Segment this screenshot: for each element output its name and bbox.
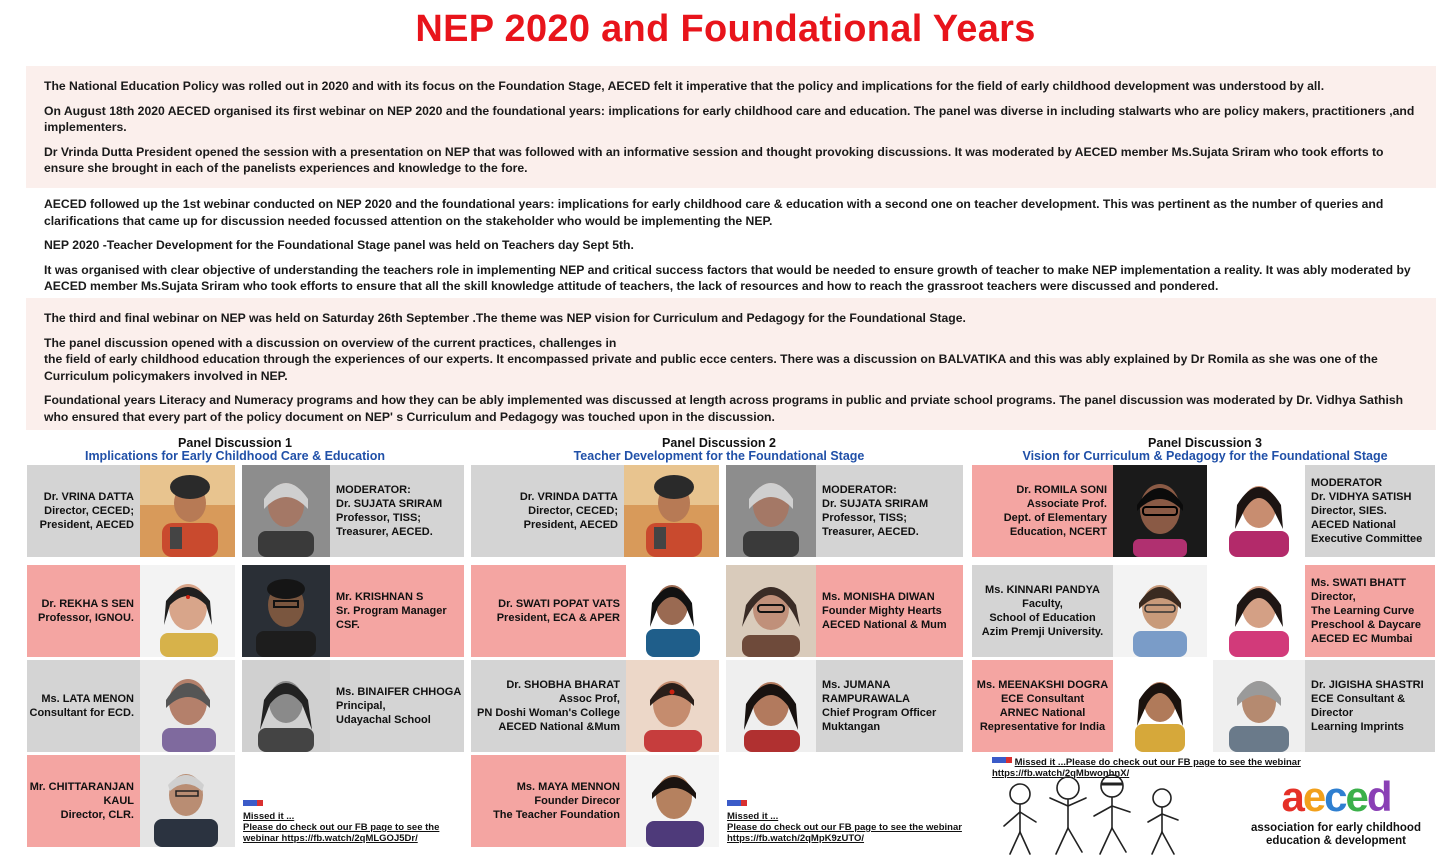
panel-2-heading: [484, 437, 954, 463]
speaker-info: [330, 565, 464, 657]
fb-link-note[interactable]: [727, 800, 963, 844]
speaker-photo: [626, 660, 719, 752]
speaker-name: Ms. MEENAKSHI DOGRA: [976, 679, 1109, 691]
speaker-card: [1213, 660, 1435, 752]
speaker-card: [27, 755, 235, 847]
paragraph: [44, 335, 1418, 385]
speaker-name: Dr. VRINDA DATTA: [519, 491, 618, 503]
speaker-role: Director: [1311, 707, 1354, 719]
speaker-card: [972, 465, 1207, 557]
speaker-info: [471, 565, 626, 657]
speaker-photo: [242, 565, 330, 657]
speaker-role: Associate Prof.: [1026, 498, 1107, 510]
speaker-name: Dr. SHOBHA BHARAT: [506, 679, 620, 691]
speaker-role: Principal,: [336, 700, 386, 712]
speaker-name: RAMPURAWALA: [822, 693, 910, 705]
paragraph-line: the field of early childhood education through the experiences of our experts. It encompassed private and public ecce centers. There was a discussion on BALVATIKA and this was ably explained by Dr Romila as she was one of the Curriculum policymakers involved in NEP.: [44, 352, 1378, 383]
speaker-photo: [726, 465, 816, 557]
speaker-info: [330, 465, 464, 557]
speaker-name: Mr. CHITTARANJAN: [29, 781, 134, 793]
panel-subtitle: Implications for Early Childhood Care & Education: [84, 449, 386, 463]
speaker-role: ECE Consultant &: [1311, 693, 1406, 705]
speaker-photo: [1213, 565, 1305, 657]
speaker-photo: [1113, 660, 1207, 752]
speaker-card: [242, 660, 464, 752]
speaker-info: [972, 565, 1113, 657]
speaker-photo: [624, 465, 719, 557]
speaker-info: [27, 660, 140, 752]
speaker-role: Founder Mighty Hearts: [822, 605, 942, 617]
speaker-role: Azim Premji University.: [981, 626, 1104, 638]
speaker-card: [471, 465, 719, 557]
speaker-card: [242, 565, 464, 657]
live-icon: [257, 800, 263, 806]
speaker-role: Udayachal School: [336, 714, 431, 726]
second-webinar-section: [26, 190, 1436, 296]
fb-webinar-link[interactable]: Missed it ...Please do check out our FB page to see the webinar https://fb.watch/2qMbwonhnX/: [992, 757, 1301, 779]
speaker-role: Treasurer, AECED.: [822, 526, 919, 538]
speaker-role: AECED National & Mum: [822, 619, 947, 631]
speaker-role: AECED EC Mumbai: [1311, 633, 1413, 645]
missed-line: Missed it ...: [727, 811, 779, 822]
speaker-info: [816, 660, 963, 752]
speaker-photo: [1113, 465, 1207, 557]
speaker-role: Dept. of Elementary: [1003, 512, 1107, 524]
speaker-photo: [626, 755, 719, 847]
speaker-info: [471, 465, 624, 557]
speaker-card: [726, 565, 963, 657]
speaker-photo: [726, 660, 816, 752]
speaker-role: Professor, IGNOU.: [38, 612, 134, 624]
speaker-role: AECED National: [1311, 519, 1396, 531]
speaker-role: AECED National &Mum: [498, 721, 620, 733]
speaker-photo: [140, 755, 235, 847]
speaker-name: Dr. SUJATA SRIRAM: [336, 498, 443, 510]
facebook-icon: [243, 800, 257, 806]
speaker-info: [27, 465, 140, 557]
speaker-info: [1305, 660, 1435, 752]
speaker-role: ARNEC National: [999, 707, 1086, 719]
speaker-name: Ms. MAYA MENNON: [516, 781, 620, 793]
speaker-info: [972, 660, 1113, 752]
speaker-card: [726, 465, 963, 557]
speaker-role: Director, SIES.: [1311, 505, 1387, 517]
speaker-card: [27, 660, 235, 752]
speaker-card: [1213, 465, 1435, 557]
speaker-photo: [242, 465, 330, 557]
paragraph: AECED followed up the 1st webinar conducted on NEP 2020 and the foundational years: implications for early childhood care & education with a second one on teacher development. This was pertinent as the number of queries and clarifications that came up for discussion needed focussed attention on the stakeholder who would be implementing the NEP.: [44, 197, 1384, 228]
speaker-info: [27, 755, 140, 847]
speaker-role: Assoc Prof,: [558, 693, 620, 705]
paragraph: NEP 2020 -Teacher Development for the Foundational Stage panel was held on Teachers day Sept 5th.: [44, 238, 634, 252]
panel-subtitle: Vision for Curriculum & Pedagogy for the Foundational Stage: [1022, 449, 1388, 463]
speaker-photo: [1113, 565, 1207, 657]
speaker-card: [471, 565, 719, 657]
speaker-card: [972, 565, 1207, 657]
live-icon: [741, 800, 747, 806]
speaker-role: ECE Consultant: [1000, 693, 1085, 705]
panel-title: Panel Discussion 1: [178, 436, 292, 450]
speaker-photo: [242, 660, 330, 752]
paragraph: It was organised with clear objective of understanding the teachers role in implementing NEP and critical success factors that would be needed to ensure growth of teacher to make NEP implementation a reality. It was ably moderated by AECED member Ms.Sujata Sriram who took efforts to ensure that all the skill knowledge attitude of teachers, the lack of resources and how to reach the grassroot teachers were discussed and pondered.: [44, 262, 1411, 293]
logo-tagline: association for early childhood: [1251, 822, 1421, 834]
speaker-role: MODERATOR:: [822, 484, 897, 496]
speaker-role: Muktangan: [822, 721, 881, 733]
speaker-name: Ms. LATA MENON: [41, 693, 134, 705]
speaker-name: Ms. JUMANA: [822, 679, 891, 691]
speaker-photo: [1213, 465, 1305, 557]
speaker-role: Director, CECED;: [528, 505, 618, 517]
speaker-name: Dr. VRINA DATTA: [43, 491, 134, 503]
speaker-role: Representative for India: [979, 721, 1106, 733]
missed-line: Missed it ...: [243, 811, 295, 822]
speaker-info: [27, 565, 140, 657]
speaker-info: [816, 565, 963, 657]
panel-title: Panel Discussion 2: [662, 436, 776, 450]
speaker-photo: [726, 565, 816, 657]
speaker-role: Education, NCERT: [1009, 526, 1107, 538]
speaker-info: [972, 465, 1113, 557]
logo-wordmark: aeced: [1281, 773, 1391, 820]
speaker-name: Dr. VIDHYA SATISH: [1311, 491, 1412, 503]
speaker-role: President, ECA & APER: [496, 612, 620, 624]
facebook-icon: [992, 757, 1006, 763]
speaker-role: Sr. Program Manager: [336, 605, 447, 617]
speaker-role: President, AECED: [39, 519, 134, 531]
speaker-role: The Teacher Foundation: [493, 809, 620, 821]
speaker-role: Founder Direcor: [534, 795, 620, 807]
panel-1-heading: [0, 437, 470, 463]
speaker-name: Dr. JIGISHA SHASTRI: [1311, 679, 1424, 691]
speaker-role: Director, CLR.: [60, 809, 134, 821]
page-title: NEP 2020 and Foundational Years: [415, 8, 1036, 50]
speaker-role: Professor, TISS;: [336, 512, 421, 524]
speaker-info: [1305, 565, 1435, 657]
speaker-role: PN Doshi Woman's College: [477, 707, 620, 719]
speaker-card: [471, 660, 719, 752]
missed-line: Please do check out our FB page to see the: [243, 822, 440, 833]
speaker-role: Executive Committee: [1311, 533, 1423, 545]
speaker-name: Dr. SUJATA SRIRAM: [822, 498, 929, 510]
speaker-card: [726, 660, 963, 752]
speaker-name: Ms. KINNARI PANDYA: [985, 584, 1100, 596]
speaker-card: [242, 465, 464, 557]
speaker-card: [27, 565, 235, 657]
aeced-logo: [1238, 772, 1434, 862]
paragraph: On August 18th 2020 AECED organised its first webinar on NEP 2020 and the foundational years: implications for early childhood care and education. The panel was diverse in including stalwarts who are policy makers, practitioners ,and implementers.: [44, 103, 1415, 134]
third-webinar-section: [26, 298, 1436, 430]
speaker-role: President, AECED: [523, 519, 618, 531]
speaker-role: Chief Program Officer: [822, 707, 937, 719]
intro-section: [26, 66, 1436, 188]
speaker-info: [471, 755, 626, 847]
fb-webinar-link[interactable]: https://fb.watch/2qMpK9zUTO/: [727, 833, 865, 844]
panel-3-heading: [970, 437, 1440, 463]
speaker-role: Preschool & Daycare: [1311, 619, 1422, 631]
speaker-name: Ms. BINAIFER CHHOGA: [336, 686, 462, 698]
missed-line: Please do check out our FB page to see the webinar: [727, 822, 962, 833]
speaker-role: Director,: [1311, 591, 1356, 603]
panel-subtitle: Teacher Development for the Foundational Stage: [573, 449, 865, 463]
speaker-info: [330, 660, 464, 752]
speaker-role: Director, CECED;: [44, 505, 134, 517]
speaker-info: [471, 660, 626, 752]
fb-webinar-link[interactable]: webinar https://fb.watch/2qMLGOJ5Dr/: [243, 833, 418, 844]
speaker-card: [27, 465, 235, 557]
speaker-info: [1305, 465, 1435, 557]
speaker-role: Faculty,: [1022, 598, 1063, 610]
speaker-name: Dr. SWATI POPAT VATS: [498, 598, 620, 610]
facebook-icon: [727, 800, 741, 806]
speaker-role: Consultant for ECD.: [29, 707, 134, 719]
speaker-card: [471, 755, 719, 847]
speaker-role: Treasurer, AECED.: [336, 526, 433, 538]
speaker-role: MODERATOR:: [336, 484, 411, 496]
fb-link-note[interactable]: [243, 800, 463, 844]
speaker-role: The Learning Curve: [1311, 605, 1415, 617]
panel-title: Panel Discussion 3: [1148, 436, 1262, 450]
speaker-name: Dr. ROMILA SONI: [1016, 484, 1107, 496]
speaker-photo: [1213, 660, 1305, 752]
paragraph-line: The panel discussion opened with a discussion on overview of the current practices, challenges in: [44, 335, 617, 350]
speaker-role: MODERATOR: [1311, 477, 1383, 489]
speaker-name: Dr. REKHA S SEN: [41, 598, 134, 610]
logo-tagline: education & development: [1266, 835, 1406, 847]
speaker-role: Learning Imprints: [1311, 721, 1404, 733]
speaker-card: [972, 660, 1207, 752]
paragraph: The third and final webinar on NEP was held on Saturday 26th September .The theme was NEP vision for Curriculum and Pedagogy for the Foundational Stage.: [44, 311, 966, 325]
speaker-photo: [140, 660, 235, 752]
live-icon: [1006, 757, 1012, 763]
paragraph: The National Education Policy was rolled out in 2020 and with its focus on the Foundation Stage, AECED felt it imperative that the policy and implications for the field of early childhood development was understood by all.: [44, 79, 1325, 93]
speaker-name: KAUL: [103, 795, 134, 807]
speaker-photo: [626, 565, 719, 657]
speaker-name: Mr. KRISHNAN S: [336, 591, 424, 603]
speaker-info: [816, 465, 963, 557]
speaker-role: Professor, TISS;: [822, 512, 907, 524]
speaker-name: Ms. MONISHA DIWAN: [822, 591, 935, 603]
children-illustration: [990, 772, 1200, 864]
paragraph: Dr Vrinda Dutta President opened the session with a presentation on NEP that was followed with an informative session and thought provoking discussions. It was moderated by AECED member Ms.Sujata Sriram who took efforts to ensure she brought in each of the panelists experiences and knowledge to the fore.: [44, 144, 1384, 175]
speaker-card: [1213, 565, 1435, 657]
speaker-photo: [140, 565, 235, 657]
speaker-photo: [140, 465, 235, 557]
speaker-role: School of Education: [989, 612, 1096, 624]
speaker-role: CSF.: [336, 619, 360, 631]
speaker-name: Ms. SWATI BHATT: [1311, 577, 1406, 589]
paragraph: Foundational years Literacy and Numeracy programs and how they can be ably implemented was discussed at length across programs in public and prviate school programs. The panel discussion was moderated by Dr. Vidhya Sathish who ensured that every part of the policy document on NEP' s Curriculum and Pedagogy was touched upon in the discussion.: [44, 393, 1404, 424]
